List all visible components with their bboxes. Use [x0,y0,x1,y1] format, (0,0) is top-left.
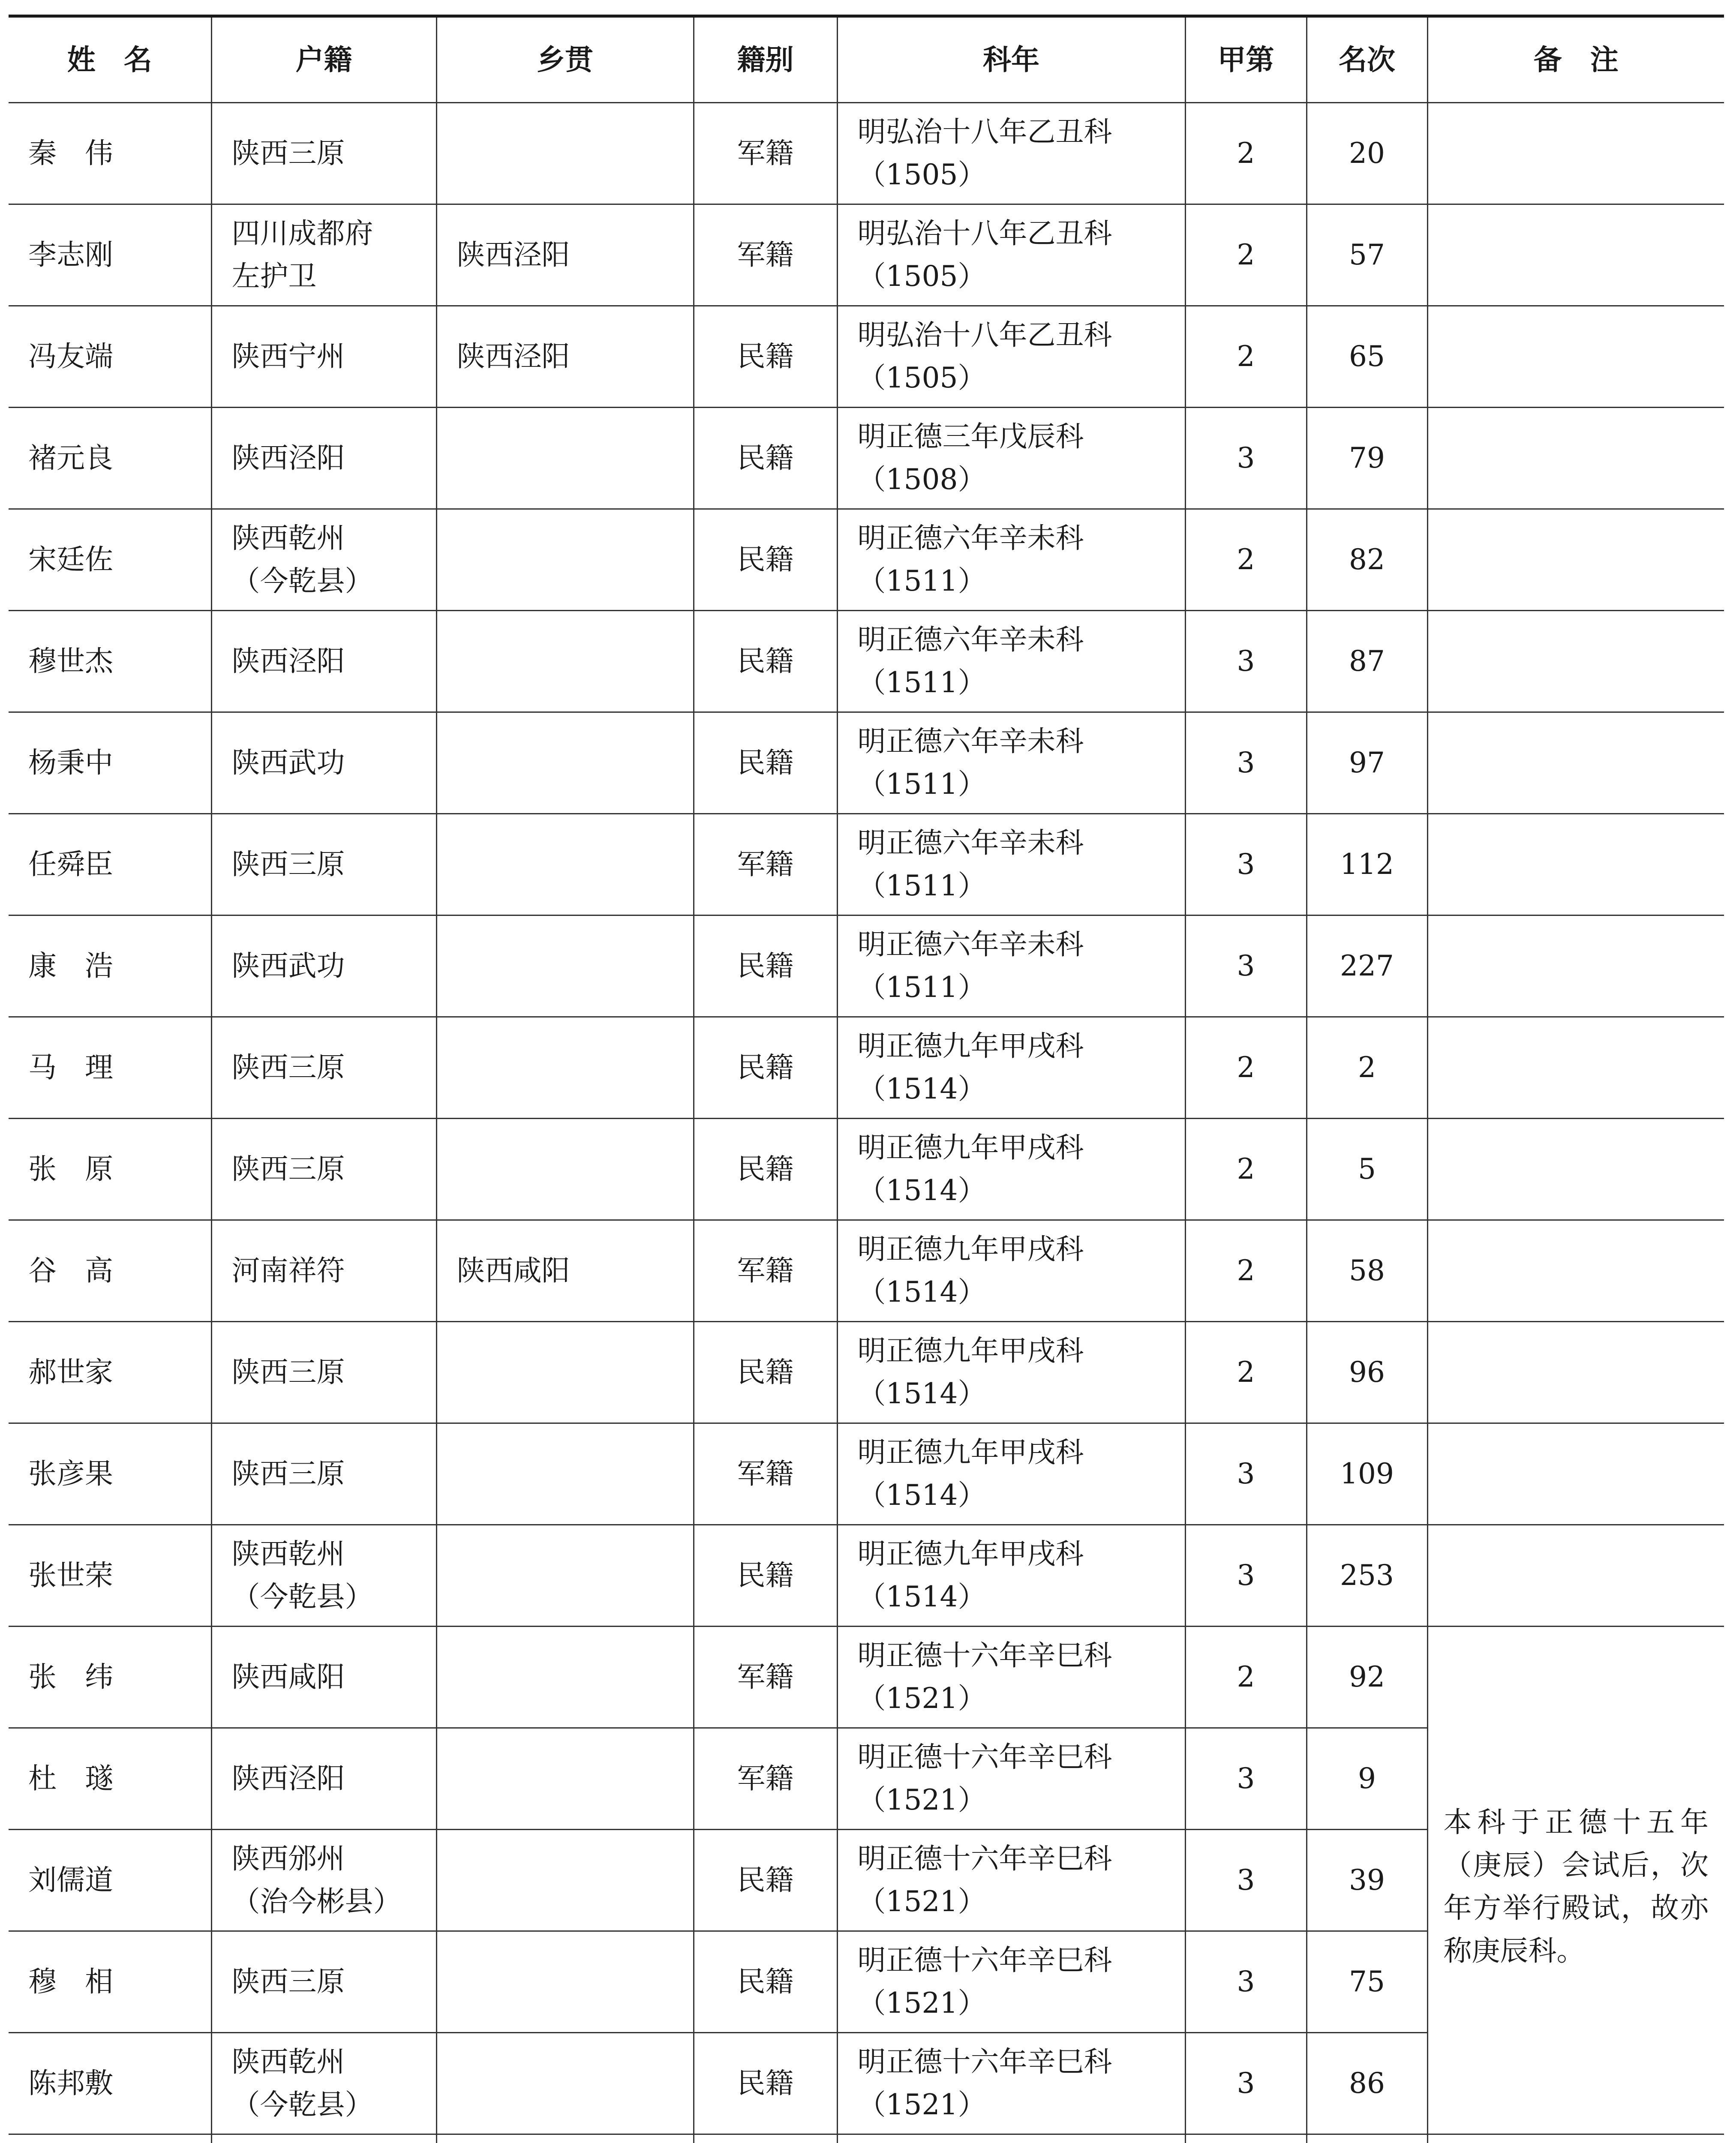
cell-rank: 39 [1307,1830,1427,1931]
keyear-year: （1514） [857,1174,986,1207]
cell-jiadi: 2 [1185,509,1307,611]
jibie-line: 民籍 [737,1965,794,1998]
huji-line: 陕西三原 [231,1051,345,1084]
cell-huji [211,1627,436,1728]
cell-jiadi: 2 [1185,1017,1307,1119]
cell-name: 谷 高 [9,1220,211,1322]
cell-keyear [837,1830,1185,1931]
table-row [9,1220,1724,1322]
header-jibie: 籍别 [694,16,837,103]
cell-jibie [694,611,837,712]
huji-line: 陕西三原 [231,848,345,881]
cell-name: 李志刚 [9,204,211,306]
huji-line-2: 左护卫 [231,260,317,293]
cell-huji [211,1728,436,1830]
huji-line-2: （治今彬县） [231,1885,402,1918]
table-row [9,2134,1724,2143]
keyear-year: （1511） [857,564,986,597]
keyear-line: 明正德九年甲戌科 [857,1537,1084,1570]
cell-xiangguan: 陕西咸阳 [436,1220,694,1322]
cell-huji [211,915,436,1017]
cell-jiadi: 3 [1185,1830,1307,1931]
cell-rank: 92 [1307,1627,1427,1728]
huji-line: 陕西三原 [231,1457,345,1490]
cell-keyear [837,1322,1185,1423]
huji-line-2: （今乾县） [231,564,373,597]
cell-xiangguan: 陕西泾阳 [436,306,694,408]
cell-jibie [694,1119,837,1220]
cell-keyear [837,611,1185,712]
jibie-line: 民籍 [737,746,794,779]
cell-rank: 75 [1307,1931,1427,2033]
keyear-year: （1514） [857,1276,986,1309]
keyear-line: 明正德十六年辛巳科 [857,1639,1112,1672]
cell-jiadi: 2 [1185,1220,1307,1322]
table-row [9,509,1724,611]
cell-jiadi: 3 [1185,611,1307,712]
cell-jibie [694,509,837,611]
keyear-line: 明正德十六年辛巳科 [857,1842,1112,1875]
jibie-line: 民籍 [737,1153,794,1186]
keyear-line: 明弘治十八年乙丑科 [857,115,1112,148]
cell-note-empty [1427,2134,1724,2143]
huji-line: 陕西三原 [231,1965,345,1998]
cell-name: 秦 伟 [9,103,211,204]
cell-xiangguan [436,509,694,611]
header-name: 姓 名 [9,16,211,103]
keyear-year: （1521） [857,2088,986,2121]
cell-keyear [837,2134,1185,2143]
cell-jiadi: 2 [1185,306,1307,408]
cell-rank: 65 [1307,306,1427,408]
jibie-line: 民籍 [737,645,794,678]
cell-xiangguan [436,1830,694,1931]
cell-name: 刘儒道 [9,1830,211,1931]
huji-line: 陕西武功 [231,746,345,779]
cell-note-empty [1427,1220,1724,1322]
cell-name: 陈邦敷 [9,2033,211,2134]
cell-name: 康 浩 [9,915,211,1017]
keyear-year: （1514） [857,1072,986,1105]
cell-rank: 227 [1307,915,1427,1017]
cell-jiadi: 3 [1185,1525,1307,1627]
cell-xiangguan [436,103,694,204]
cell-rank [1307,2134,1427,2143]
cell-name: 宋廷佐 [9,509,211,611]
cell-note-empty [1427,103,1724,204]
keyear-line: 明正德九年甲戌科 [857,1131,1084,1164]
jibie-line: 军籍 [737,137,794,170]
cell-xiangguan [436,915,694,1017]
cell-jibie [694,712,837,814]
huji-line: 陕西咸阳 [231,1660,345,1693]
jibie-line: 民籍 [737,441,794,474]
cell-jibie [694,1728,837,1830]
cell-note-empty [1427,1525,1724,1627]
cell-name: 穆世杰 [9,611,211,712]
cell-jibie [694,1423,837,1525]
cell-jibie [694,1220,837,1322]
huji-line: 陕西泾阳 [231,645,345,678]
huji-line-2: （今乾县） [231,2088,373,2121]
cell-note-empty [1427,1423,1724,1525]
cell-keyear [837,1119,1185,1220]
cell-huji [211,611,436,712]
cell-xiangguan [436,814,694,915]
header-note: 备 注 [1427,16,1724,103]
cell-keyear [837,204,1185,306]
keyear-line: 明正德九年甲戌科 [857,1029,1084,1062]
cell-keyear [837,814,1185,915]
cell-jibie [694,1931,837,2033]
cell-name: 张世荣 [9,1525,211,1627]
cell-jiadi: 3 [1185,1423,1307,1525]
cell-rank: 58 [1307,1220,1427,1322]
cell-rank: 20 [1307,103,1427,204]
huji-line: 陕西泾阳 [231,1762,345,1795]
cell-note-empty [1427,1017,1724,1119]
cell-rank: 2 [1307,1017,1427,1119]
keyear-year: （1521） [857,1682,986,1715]
huji-line: 陕西武功 [231,949,345,982]
cell-huji [211,1220,436,1322]
cell-keyear [837,509,1185,611]
cell-note-empty [1427,814,1724,915]
jibie-line: 军籍 [737,1762,794,1795]
cell-name: 褚元良 [9,408,211,509]
keyear-year: （1514） [857,1479,986,1512]
keyear-line: 明正德六年辛未科 [857,928,1084,961]
keyear-line: 明正德六年辛未科 [857,522,1084,555]
cell-jibie [694,2033,837,2134]
jibie-line: 民籍 [737,1864,794,1897]
cell-keyear [837,1220,1185,1322]
keyear-line: 明正德六年辛未科 [857,725,1084,758]
cell-keyear [837,1728,1185,1830]
cell-jiadi: 3 [1185,408,1307,509]
cell-jibie [694,814,837,915]
cell-name: 任舜臣 [9,814,211,915]
jibie-line: 民籍 [737,1356,794,1389]
cell-name: 马 理 [9,1017,211,1119]
cell-xiangguan [436,611,694,712]
cell-jiadi: 3 [1185,2033,1307,2134]
jibie-line: 民籍 [737,1559,794,1592]
keyear-line: 明正德十六年辛巳科 [857,1741,1112,1774]
cell-xiangguan [436,2134,694,2143]
table-row [9,1423,1724,1525]
cell-jiadi: 3 [1185,915,1307,1017]
cell-xiangguan [436,1525,694,1627]
cell-rank: 86 [1307,2033,1427,2134]
cell-note-empty [1427,1322,1724,1423]
cell-xiangguan [436,1017,694,1119]
cell-huji [211,1119,436,1220]
cell-xiangguan [436,1423,694,1525]
keyear-line: 明正德十六年辛巳科 [857,1944,1112,1977]
keyear-year: （1505） [857,260,986,293]
keyear-line: 明正德九年甲戌科 [857,1233,1084,1266]
cell-rank: 82 [1307,509,1427,611]
cell-jibie [694,1017,837,1119]
cell-jiadi: 3 [1185,814,1307,915]
keyear-line: 明正德十六年辛巳科 [857,2045,1112,2078]
cell-xiangguan [436,1119,694,1220]
cell-jibie [694,103,837,204]
cell-jibie [694,1322,837,1423]
cell-name [9,2134,211,2143]
cell-name: 张 原 [9,1119,211,1220]
cell-keyear [837,1017,1185,1119]
cell-xiangguan [436,712,694,814]
cell-name: 冯友端 [9,306,211,408]
cell-rank: 57 [1307,204,1427,306]
cell-rank: 253 [1307,1525,1427,1627]
cell-xiangguan [436,1931,694,2033]
huji-line: 陕西三原 [231,1356,345,1389]
cell-keyear [837,306,1185,408]
cell-jiadi: 2 [1185,1119,1307,1220]
jinshi-roster-table [9,15,1724,2143]
header-keyear: 科年 [837,16,1185,103]
cell-huji [211,306,436,408]
cell-note-empty [1427,611,1724,712]
keyear-year: （1511） [857,666,986,699]
cell-name: 郝世家 [9,1322,211,1423]
cell-jiadi: 3 [1185,1931,1307,2033]
cell-note: 本科于正德十五年（庚辰）会试后，次年方举行殿试，故亦称庚辰科。 [1427,1627,1724,2134]
jibie-line: 军籍 [737,848,794,881]
cell-name: 张彦果 [9,1423,211,1525]
huji-line: 陕西宁州 [231,340,345,373]
cell-rank: 79 [1307,408,1427,509]
cell-xiangguan [436,2033,694,2134]
huji-line: 陕西乾州 [231,522,345,555]
huji-line: 陕西邠州 [231,1842,345,1875]
cell-jibie [694,306,837,408]
table-row [9,712,1724,814]
table-body [9,103,1724,2143]
cell-note-empty [1427,509,1724,611]
table-header [9,16,1724,103]
keyear-year: （1521） [857,1885,986,1918]
keyear-year: （1508） [857,463,986,496]
header-row [9,16,1724,103]
cell-xiangguan [436,1728,694,1830]
cell-huji [211,814,436,915]
table-row [9,103,1724,204]
huji-line: 陕西乾州 [231,2045,345,2078]
header-huji: 户籍 [211,16,436,103]
cell-jibie [694,408,837,509]
header-jiadi: 甲第 [1185,16,1307,103]
cell-huji [211,2033,436,2134]
keyear-year: （1511） [857,971,986,1004]
jibie-line: 军籍 [737,238,794,271]
cell-huji [211,204,436,306]
table-row [9,1119,1724,1220]
jibie-line: 民籍 [737,949,794,982]
cell-jibie [694,915,837,1017]
keyear-line: 明弘治十八年乙丑科 [857,217,1112,250]
keyear-line: 明正德六年辛未科 [857,826,1084,859]
cell-keyear [837,2033,1185,2134]
cell-huji [211,1423,436,1525]
cell-xiangguan [436,1322,694,1423]
cell-keyear [837,1423,1185,1525]
keyear-line: 明正德九年甲戌科 [857,1334,1084,1367]
table-row [9,1525,1724,1627]
cell-jiadi: 2 [1185,1322,1307,1423]
cell-huji [211,1017,436,1119]
keyear-year: （1514） [857,1580,986,1613]
table-row [9,408,1724,509]
table-row [9,814,1724,915]
cell-name: 穆 相 [9,1931,211,2033]
cell-note-empty [1427,1119,1724,1220]
table-row [9,306,1724,408]
cell-xiangguan: 陕西泾阳 [436,204,694,306]
cell-rank: 87 [1307,611,1427,712]
cell-rank: 9 [1307,1728,1427,1830]
cell-xiangguan [436,408,694,509]
cell-keyear [837,1931,1185,2033]
huji-line: 陕西三原 [231,1153,345,1186]
keyear-line: 明正德六年辛未科 [857,623,1084,656]
cell-jibie [694,1627,837,1728]
cell-huji [211,1830,436,1931]
cell-huji [211,2134,436,2143]
cell-rank: 5 [1307,1119,1427,1220]
header-rank: 名次 [1307,16,1427,103]
cell-rank: 109 [1307,1423,1427,1525]
cell-name: 张 纬 [9,1627,211,1728]
jibie-line: 民籍 [737,2067,794,2100]
huji-line: 陕西乾州 [231,1537,345,1570]
jibie-line: 民籍 [737,340,794,373]
table-row [9,611,1724,712]
cell-keyear [837,915,1185,1017]
keyear-year: （1521） [857,1783,986,1816]
jibie-line: 军籍 [737,1254,794,1287]
huji-line-2: （今乾县） [231,1580,373,1613]
keyear-year: （1521） [857,1987,986,2020]
cell-keyear [837,1627,1185,1728]
cell-note-empty [1427,306,1724,408]
cell-jibie [694,1830,837,1931]
huji-line: 河南祥符 [231,1254,345,1287]
cell-keyear [837,1525,1185,1627]
table-row [9,1017,1724,1119]
keyear-year: （1505） [857,158,986,191]
cell-rank: 112 [1307,814,1427,915]
cell-jiadi: 2 [1185,103,1307,204]
cell-jiadi: 2 [1185,204,1307,306]
keyear-year: （1505） [857,361,986,394]
huji-line: 四川成都府 [231,217,373,250]
cell-note-empty [1427,408,1724,509]
table-row [9,1627,1724,1728]
huji-line: 陕西三原 [231,137,345,170]
cell-rank: 96 [1307,1322,1427,1423]
cell-huji [211,712,436,814]
jibie-line: 军籍 [737,1457,794,1490]
table-row [9,1322,1724,1423]
cell-name: 杜 璲 [9,1728,211,1830]
cell-jiadi [1185,2134,1307,2143]
header-xiangguan: 乡贯 [436,16,694,103]
cell-note-empty [1427,712,1724,814]
cell-jiadi: 3 [1185,712,1307,814]
cell-jiadi: 2 [1185,1627,1307,1728]
huji-line: 陕西泾阳 [231,441,345,474]
cell-jibie [694,204,837,306]
keyear-line: 明弘治十八年乙丑科 [857,318,1112,351]
cell-note-empty [1427,915,1724,1017]
keyear-line: 明正德九年甲戌科 [857,1436,1084,1469]
cell-xiangguan [436,1627,694,1728]
cell-huji [211,103,436,204]
jibie-line: 民籍 [737,543,794,576]
cell-huji [211,1931,436,2033]
keyear-line: 明正德三年戊辰科 [857,420,1084,453]
cell-jibie [694,2134,837,2143]
cell-keyear [837,103,1185,204]
cell-huji [211,1322,436,1423]
cell-note-empty [1427,204,1724,306]
jibie-line: 军籍 [737,1660,794,1693]
keyear-year: （1511） [857,768,986,801]
cell-jiadi: 3 [1185,1728,1307,1830]
cell-huji [211,509,436,611]
table-row [9,204,1724,306]
cell-name: 杨秉中 [9,712,211,814]
cell-keyear [837,712,1185,814]
cell-huji [211,408,436,509]
cell-rank: 97 [1307,712,1427,814]
cell-huji [211,1525,436,1627]
cell-jibie [694,1525,837,1627]
table-row [9,915,1724,1017]
keyear-year: （1511） [857,869,986,902]
keyear-year: （1514） [857,1377,986,1410]
jibie-line: 民籍 [737,1051,794,1084]
cell-keyear [837,408,1185,509]
